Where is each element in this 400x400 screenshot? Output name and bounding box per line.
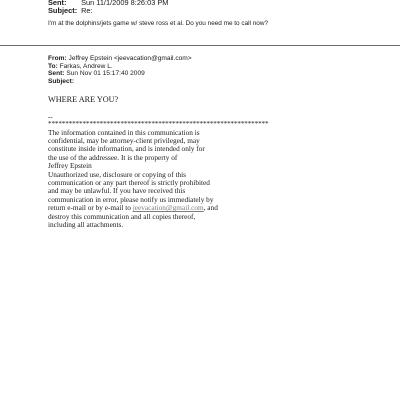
disclaimer-line: including all attachments. — [48, 219, 124, 229]
quoted-body-text: WHERE ARE YOU? — [48, 95, 119, 104]
quoted-sent-label: Sent: — [48, 70, 65, 77]
quoted-from-value: Jeffrey Epstein <jeevacation@gmail.com> — [68, 55, 192, 62]
disclaimer-line: Jeffrey Epstein — [48, 161, 92, 171]
disclaimer-line: The information contained in this communication is — [48, 127, 200, 137]
disclaimer-link-prefix: return e-mail or by e-mail to — [48, 203, 133, 213]
quoted-sent-value: Sun Nov 01 15:17:40 2009 — [66, 70, 145, 77]
disclaimer-link-suffix: , and — [203, 203, 218, 213]
quoted-subject-label: Subject: — [48, 77, 75, 85]
quoted-to-label: To: — [48, 62, 58, 70]
section-divider — [0, 45, 400, 46]
separator-stars: **************************************************************** — [48, 120, 269, 128]
header-sent-value: Sun 11/1/2009 8:26:03 PM — [81, 0, 169, 7]
header-sent-label: Sent: — [48, 0, 67, 7]
signature-dashes: -- — [48, 113, 53, 121]
disclaimer-line: communication or any part thereof is strictly prohibited — [48, 177, 210, 187]
disclaimer-line: the use of the addressee. It is the property of — [48, 152, 178, 162]
header-subject-row — [48, 6, 93, 15]
disclaimer-line: constitute inside information, and is intended only for — [48, 144, 205, 154]
header-subject-value: Re: — [81, 6, 93, 15]
disclaimer-line: confidential, may be attorney-client privileged, may — [48, 135, 200, 145]
email-link[interactable]: jeevacation@gmail.com — [132, 203, 204, 213]
header-subject-label: Subject: — [48, 6, 78, 15]
disclaimer-line: destroy this communication and all copies thereof, — [48, 211, 196, 221]
quoted-to-value: Farkas, Andrew L. — [59, 62, 113, 70]
disclaimer-line: and may be unlawful. If you have received this — [48, 186, 186, 196]
reply-message: I'm at the dolphins/jets game w/ steve ross et al. Do you need me to call now? — [48, 20, 269, 27]
quoted-from-label: From: — [48, 55, 67, 62]
quoted-subject-row — [48, 78, 74, 86]
disclaimer-line: communication in error, please notify us immediately by — [48, 194, 214, 204]
disclaimer-line: Unauthorized use, disclosure or copying of this — [48, 169, 187, 179]
confidentiality-disclaimer — [48, 129, 348, 230]
